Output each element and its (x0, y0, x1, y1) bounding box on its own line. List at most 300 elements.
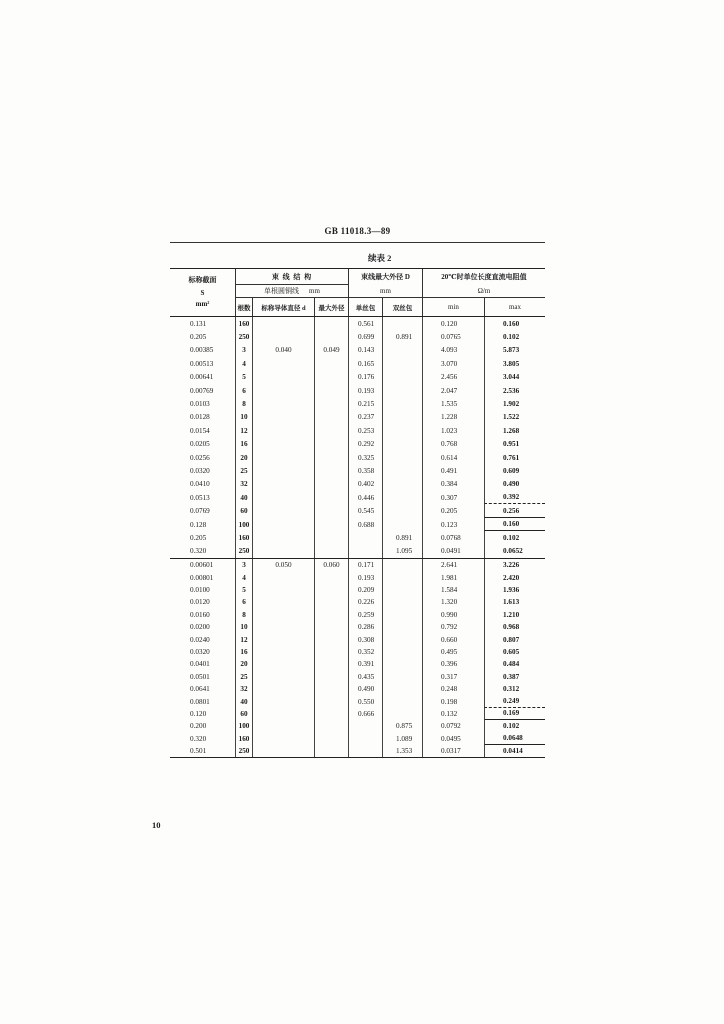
cell-strand-count: 4 (235, 571, 252, 583)
cell-resistance-max: 2.420 (484, 571, 545, 583)
cell-resistance-min: 1.981 (422, 571, 484, 583)
cell-double-silk-outer-diameter: 0.891 (382, 531, 422, 544)
table-row (170, 671, 545, 683)
cell-conductor-max-diameter (314, 646, 348, 658)
cell-conductor-max-diameter (314, 571, 348, 583)
cell-double-silk-outer-diameter (382, 518, 422, 531)
cell-strand-count: 32 (235, 683, 252, 695)
cell-conductor-max-diameter (314, 745, 348, 757)
cell-resistance-min: 2.641 (422, 559, 484, 571)
cell-conductor-max-diameter (314, 504, 348, 517)
cell-single-silk-outer-diameter: 0.209 (348, 584, 382, 596)
cell-resistance-min: 0.990 (422, 609, 484, 621)
cell-double-silk-outer-diameter (382, 344, 422, 357)
cell-conductor-max-diameter (314, 733, 348, 745)
table-row (170, 371, 545, 384)
header-double-silk: 双丝包 (382, 298, 422, 316)
cell-nominal-section: 0.0513 (190, 493, 210, 502)
header-single-silk: 单丝包 (348, 298, 382, 316)
cell-conductor-max-diameter (314, 424, 348, 437)
cell-resistance-min: 0.491 (422, 464, 484, 477)
cell-double-silk-outer-diameter (382, 384, 422, 397)
cell-nominal-section: 0.0128 (190, 413, 210, 422)
cell-conductor-diameter (252, 695, 314, 707)
cell-conductor-max-diameter (314, 596, 348, 608)
cell-single-silk-outer-diameter: 0.391 (348, 658, 382, 670)
cell-strand-count: 40 (235, 695, 252, 707)
cell-single-silk-outer-diameter: 0.143 (348, 344, 382, 357)
cell-conductor-diameter (252, 451, 314, 464)
cell-conductor-diameter (252, 438, 314, 451)
table-row (170, 609, 545, 621)
cell-strand-count: 20 (235, 451, 252, 464)
header-resistance-unit: Ω/m (422, 285, 545, 298)
cell-resistance-min: 0.495 (422, 646, 484, 658)
cell-conductor-max-diameter (314, 695, 348, 707)
cell-conductor-max-diameter (314, 531, 348, 544)
cell-double-silk-outer-diameter (382, 621, 422, 633)
header-structure-subtitle (235, 285, 348, 298)
cell-nominal-section: 0.00641 (190, 373, 214, 382)
table-row (170, 397, 545, 410)
cell-strand-count: 8 (235, 397, 252, 410)
cell-strand-count: 6 (235, 596, 252, 608)
cell-conductor-max-diameter (314, 584, 348, 596)
cell-strand-count: 60 (235, 708, 252, 720)
cell-resistance-max: 0.102 (484, 531, 545, 544)
table-row (170, 424, 545, 437)
cell-strand-count: 16 (235, 438, 252, 451)
cell-strand-count: 12 (235, 424, 252, 437)
cell-conductor-max-diameter: 0.049 (314, 344, 348, 357)
cell-double-silk-outer-diameter: 1.089 (382, 733, 422, 745)
cell-strand-count: 8 (235, 609, 252, 621)
table-row (170, 571, 545, 583)
cell-resistance-max: 1.268 (484, 424, 545, 437)
cell-strand-count: 10 (235, 621, 252, 633)
cell-single-silk-outer-diameter: 0.292 (348, 438, 382, 451)
cell-single-silk-outer-diameter: 0.237 (348, 411, 382, 424)
cell-conductor-diameter (252, 646, 314, 658)
cell-single-silk-outer-diameter: 0.358 (348, 464, 382, 477)
table-row (170, 330, 545, 343)
table-row (170, 384, 545, 397)
cell-resistance-min: 1.023 (422, 424, 484, 437)
cell-conductor-max-diameter (314, 609, 348, 621)
cell-strand-count: 6 (235, 384, 252, 397)
cell-resistance-max: 0.605 (484, 646, 545, 658)
cell-resistance-min: 0.614 (422, 451, 484, 464)
table-row (170, 695, 545, 707)
cell-conductor-max-diameter (314, 671, 348, 683)
data-table (170, 268, 545, 758)
cell-conductor-diameter (252, 478, 314, 491)
cell-double-silk-outer-diameter (382, 371, 422, 384)
cell-single-silk-outer-diameter: 0.193 (348, 384, 382, 397)
cell-single-silk-outer-diameter (348, 545, 382, 558)
cell-nominal-section: 0.0200 (190, 623, 210, 632)
table-row (170, 720, 545, 732)
cell-nominal-section: 0.0320 (190, 466, 210, 475)
cell-resistance-max: 2.536 (484, 384, 545, 397)
cell-conductor-max-diameter (314, 720, 348, 732)
cell-resistance-max: 0.160 (484, 518, 545, 531)
cell-double-silk-outer-diameter (382, 478, 422, 491)
cell-single-silk-outer-diameter: 0.688 (348, 518, 382, 531)
table-row (170, 633, 545, 645)
header-resistance-min: min (422, 298, 484, 316)
header-conductor-max-diameter: 最大外径 (314, 298, 348, 316)
cell-resistance-min: 0.0495 (422, 733, 484, 745)
cell-conductor-max-diameter (314, 438, 348, 451)
cell-double-silk-outer-diameter (382, 609, 422, 621)
table-row (170, 708, 545, 720)
cell-resistance-min: 3.070 (422, 357, 484, 370)
cell-conductor-diameter (252, 424, 314, 437)
cell-resistance-max: 0.312 (484, 683, 545, 695)
cell-conductor-max-diameter (314, 683, 348, 695)
cell-single-silk-outer-diameter: 0.286 (348, 621, 382, 633)
table-row (170, 491, 545, 504)
cell-single-silk-outer-diameter: 0.259 (348, 609, 382, 621)
cell-resistance-min: 1.228 (422, 411, 484, 424)
cell-resistance-max: 0.392 (484, 491, 545, 504)
table-row (170, 518, 545, 531)
cell-nominal-section: 0.320 (190, 547, 207, 556)
cell-resistance-max: 1.613 (484, 596, 545, 608)
cell-nominal-section: 0.205 (190, 333, 207, 342)
cell-conductor-diameter (252, 464, 314, 477)
cell-nominal-section: 0.00385 (190, 346, 214, 355)
cell-strand-count: 25 (235, 671, 252, 683)
cell-conductor-max-diameter (314, 371, 348, 384)
cell-conductor-diameter (252, 531, 314, 544)
cell-resistance-min: 0.307 (422, 491, 484, 504)
cell-conductor-max-diameter (314, 633, 348, 645)
table-row (170, 504, 545, 517)
cell-conductor-diameter (252, 411, 314, 424)
cell-strand-count: 4 (235, 357, 252, 370)
cell-nominal-section: 0.0320 (190, 647, 210, 656)
cell-double-silk-outer-diameter (382, 317, 422, 330)
cell-single-silk-outer-diameter: 0.171 (348, 559, 382, 571)
cell-resistance-max: 1.522 (484, 411, 545, 424)
cell-double-silk-outer-diameter (382, 695, 422, 707)
cell-conductor-diameter (252, 518, 314, 531)
cell-conductor-diameter (252, 317, 314, 330)
cell-strand-count: 160 (235, 317, 252, 330)
cell-double-silk-outer-diameter (382, 411, 422, 424)
cell-conductor-diameter (252, 397, 314, 410)
cell-resistance-max: 0.609 (484, 464, 545, 477)
cell-double-silk-outer-diameter (382, 438, 422, 451)
cell-single-silk-outer-diameter: 0.165 (348, 357, 382, 370)
cell-single-silk-outer-diameter: 0.446 (348, 491, 382, 504)
cell-double-silk-outer-diameter (382, 491, 422, 504)
cell-strand-count: 25 (235, 464, 252, 477)
table-row (170, 545, 545, 558)
cell-single-silk-outer-diameter: 0.435 (348, 671, 382, 683)
table-header (170, 268, 545, 317)
cell-conductor-max-diameter (314, 411, 348, 424)
cell-conductor-max-diameter (314, 518, 348, 531)
table-row (170, 478, 545, 491)
cell-conductor-diameter (252, 683, 314, 695)
cell-resistance-min: 0.120 (422, 317, 484, 330)
cell-single-silk-outer-diameter: 0.490 (348, 683, 382, 695)
cell-single-silk-outer-diameter: 0.215 (348, 397, 382, 410)
cell-strand-count: 250 (235, 745, 252, 757)
cell-resistance-min: 0.0768 (422, 531, 484, 544)
cell-strand-count: 40 (235, 491, 252, 504)
cell-resistance-max: 0.490 (484, 478, 545, 491)
cell-conductor-diameter (252, 745, 314, 757)
cell-conductor-diameter (252, 671, 314, 683)
page-number: 10 (152, 820, 161, 830)
cell-conductor-max-diameter (314, 357, 348, 370)
cell-single-silk-outer-diameter (348, 745, 382, 757)
table-body-group-2 (170, 559, 545, 758)
header-resistance-max: max (484, 298, 545, 316)
cell-double-silk-outer-diameter (382, 658, 422, 670)
cell-double-silk-outer-diameter: 1.095 (382, 545, 422, 558)
cell-nominal-section: 0.00513 (190, 359, 214, 368)
header-conductor-diameter: 标称导体直径 d (252, 298, 314, 316)
cell-single-silk-outer-diameter: 0.325 (348, 451, 382, 464)
cell-nominal-section: 0.0501 (190, 672, 210, 681)
cell-resistance-min: 1.535 (422, 397, 484, 410)
cell-conductor-diameter (252, 504, 314, 517)
cell-double-silk-outer-diameter: 0.891 (382, 330, 422, 343)
cell-conductor-diameter (252, 330, 314, 343)
cell-single-silk-outer-diameter: 0.352 (348, 646, 382, 658)
cell-nominal-section: 0.128 (190, 520, 207, 529)
table-row (170, 357, 545, 370)
cell-double-silk-outer-diameter (382, 504, 422, 517)
cell-strand-count: 250 (235, 330, 252, 343)
cell-nominal-section: 0.0641 (190, 685, 210, 694)
cell-conductor-diameter (252, 384, 314, 397)
cell-resistance-min: 0.768 (422, 438, 484, 451)
table-row (170, 658, 545, 670)
cell-strand-count: 160 (235, 531, 252, 544)
cell-resistance-max: 0.807 (484, 633, 545, 645)
cell-resistance-min: 1.320 (422, 596, 484, 608)
cell-single-silk-outer-diameter: 0.308 (348, 633, 382, 645)
table-row (170, 745, 545, 757)
cell-conductor-diameter (252, 571, 314, 583)
cell-resistance-min: 2.047 (422, 384, 484, 397)
cell-single-silk-outer-diameter: 0.699 (348, 330, 382, 343)
cell-conductor-diameter (252, 733, 314, 745)
cell-conductor-max-diameter (314, 384, 348, 397)
cell-strand-count: 20 (235, 658, 252, 670)
cell-conductor-diameter (252, 357, 314, 370)
cell-resistance-min: 0.317 (422, 671, 484, 683)
cell-single-silk-outer-diameter: 0.666 (348, 708, 382, 720)
cell-double-silk-outer-diameter (382, 671, 422, 683)
table-row (170, 733, 545, 745)
header-nominal-section-unit: mm² (195, 300, 210, 309)
cell-nominal-section: 0.00601 (190, 561, 214, 570)
header-structure-unit: mm (309, 287, 320, 295)
cell-single-silk-outer-diameter (348, 720, 382, 732)
cell-double-silk-outer-diameter (382, 464, 422, 477)
cell-strand-count: 3 (235, 559, 252, 571)
cell-double-silk-outer-diameter: 0.875 (382, 720, 422, 732)
cell-conductor-max-diameter (314, 545, 348, 558)
cell-double-silk-outer-diameter: 1.353 (382, 745, 422, 757)
cell-resistance-max: 1.936 (484, 584, 545, 596)
cell-strand-count: 250 (235, 545, 252, 558)
cell-resistance-min: 0.132 (422, 708, 484, 720)
table-row (170, 531, 545, 544)
cell-double-silk-outer-diameter (382, 646, 422, 658)
table-row (170, 683, 545, 695)
cell-nominal-section: 0.0769 (190, 507, 210, 516)
cell-resistance-max: 0.169 (484, 708, 545, 720)
cell-conductor-diameter (252, 633, 314, 645)
cell-resistance-min: 4.093 (422, 344, 484, 357)
cell-conductor-diameter (252, 596, 314, 608)
header-outer-diameter-title: 束线最大外径 D (348, 269, 422, 285)
cell-strand-count: 3 (235, 344, 252, 357)
cell-conductor-max-diameter (314, 330, 348, 343)
cell-nominal-section: 0.205 (190, 533, 207, 542)
cell-conductor-diameter (252, 658, 314, 670)
cell-resistance-max: 0.160 (484, 317, 545, 330)
cell-single-silk-outer-diameter: 0.253 (348, 424, 382, 437)
table-row (170, 411, 545, 424)
cell-double-silk-outer-diameter (382, 397, 422, 410)
cell-strand-count: 100 (235, 518, 252, 531)
cell-resistance-max: 0.0652 (484, 545, 545, 558)
header-resistance-title: 20℃时单位长度直流电阻值 (422, 269, 545, 285)
cell-nominal-section: 0.0154 (190, 426, 210, 435)
cell-nominal-section: 0.0120 (190, 598, 210, 607)
cell-resistance-max: 1.210 (484, 609, 545, 621)
table-row (170, 584, 545, 596)
cell-conductor-max-diameter (314, 658, 348, 670)
cell-single-silk-outer-diameter: 0.176 (348, 371, 382, 384)
cell-nominal-section: 0.0205 (190, 440, 210, 449)
cell-conductor-diameter (252, 621, 314, 633)
header-nominal-section-label: 标称截面 (188, 275, 217, 284)
cell-strand-count: 16 (235, 646, 252, 658)
cell-conductor-diameter (252, 545, 314, 558)
cell-double-silk-outer-diameter (382, 633, 422, 645)
cell-resistance-min: 0.792 (422, 621, 484, 633)
cell-resistance-max: 0.256 (484, 504, 545, 517)
cell-single-silk-outer-diameter (348, 733, 382, 745)
cell-single-silk-outer-diameter: 0.193 (348, 571, 382, 583)
header-structure-subtitle-text: 单根圆铜线 (264, 287, 300, 295)
cell-conductor-max-diameter (314, 317, 348, 330)
cell-resistance-max: 0.249 (484, 695, 545, 707)
table-row (170, 317, 545, 330)
cell-nominal-section: 0.0103 (190, 400, 210, 409)
table-row (170, 344, 545, 357)
cell-conductor-max-diameter: 0.060 (314, 559, 348, 571)
cell-resistance-min: 2.456 (422, 371, 484, 384)
table-row (170, 464, 545, 477)
table-caption: 续表 2 (368, 253, 392, 263)
cell-conductor-max-diameter (314, 464, 348, 477)
cell-conductor-max-diameter (314, 397, 348, 410)
cell-double-silk-outer-diameter (382, 584, 422, 596)
cell-double-silk-outer-diameter (382, 357, 422, 370)
table-body-group-1 (170, 317, 545, 559)
table-row (170, 596, 545, 608)
cell-conductor-diameter: 0.040 (252, 344, 314, 357)
cell-strand-count: 160 (235, 733, 252, 745)
header-outer-diameter-unit: mm (348, 285, 422, 298)
table-row (170, 621, 545, 633)
cell-resistance-max: 0.0648 (484, 733, 545, 745)
table-row (170, 646, 545, 658)
cell-conductor-max-diameter (314, 491, 348, 504)
cell-resistance-max: 5.873 (484, 344, 545, 357)
cell-nominal-section: 0.00769 (190, 386, 214, 395)
cell-conductor-diameter (252, 371, 314, 384)
table-row (170, 451, 545, 464)
cell-strand-count: 32 (235, 478, 252, 491)
cell-conductor-diameter (252, 491, 314, 504)
cell-resistance-max: 0.387 (484, 671, 545, 683)
cell-resistance-max: 0.0414 (484, 745, 545, 757)
cell-conductor-max-diameter (314, 708, 348, 720)
cell-double-silk-outer-diameter (382, 451, 422, 464)
cell-single-silk-outer-diameter: 0.550 (348, 695, 382, 707)
title-rule (170, 242, 545, 243)
cell-resistance-min: 0.396 (422, 658, 484, 670)
cell-single-silk-outer-diameter: 0.226 (348, 596, 382, 608)
cell-resistance-max: 3.226 (484, 559, 545, 571)
cell-single-silk-outer-diameter: 0.402 (348, 478, 382, 491)
cell-resistance-max: 0.951 (484, 438, 545, 451)
cell-single-silk-outer-diameter: 0.545 (348, 504, 382, 517)
cell-nominal-section: 0.120 (190, 709, 207, 718)
cell-nominal-section: 0.0410 (190, 480, 210, 489)
cell-resistance-max: 0.102 (484, 720, 545, 732)
cell-strand-count: 10 (235, 411, 252, 424)
cell-double-silk-outer-diameter (382, 571, 422, 583)
cell-conductor-max-diameter (314, 478, 348, 491)
cell-resistance-min: 0.0792 (422, 720, 484, 732)
cell-resistance-min: 0.205 (422, 504, 484, 517)
cell-nominal-section: 0.131 (190, 319, 207, 328)
cell-resistance-min: 0.0317 (422, 745, 484, 757)
cell-resistance-max: 0.102 (484, 330, 545, 343)
cell-conductor-max-diameter (314, 451, 348, 464)
cell-strand-count: 60 (235, 504, 252, 517)
cell-resistance-max: 0.968 (484, 621, 545, 633)
cell-resistance-min: 0.0491 (422, 545, 484, 558)
cell-conductor-diameter (252, 609, 314, 621)
cell-resistance-min: 1.584 (422, 584, 484, 596)
cell-resistance-min: 0.0765 (422, 330, 484, 343)
cell-nominal-section: 0.0256 (190, 453, 210, 462)
cell-nominal-section: 0.00801 (190, 573, 214, 582)
cell-conductor-diameter (252, 720, 314, 732)
cell-conductor-max-diameter (314, 621, 348, 633)
cell-resistance-min: 0.384 (422, 478, 484, 491)
table-row (170, 559, 545, 571)
cell-nominal-section: 0.0160 (190, 610, 210, 619)
cell-strand-count: 100 (235, 720, 252, 732)
cell-conductor-diameter: 0.050 (252, 559, 314, 571)
cell-resistance-max: 1.902 (484, 397, 545, 410)
